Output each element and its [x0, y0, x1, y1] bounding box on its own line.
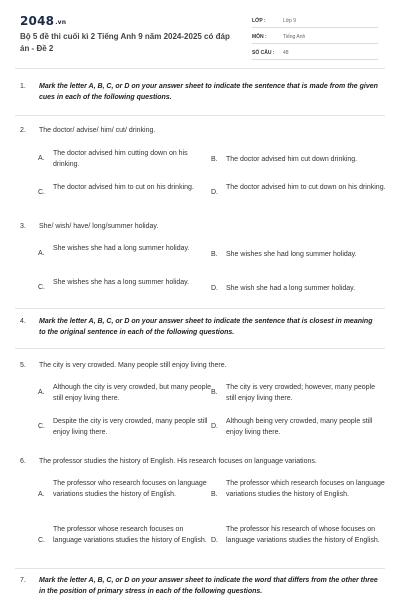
meta-key: SỐ CÂU :: [252, 50, 275, 56]
divider: [15, 568, 385, 569]
logo-suffix: .vn: [55, 19, 67, 26]
option-letter: D.: [211, 537, 218, 544]
question-text: The professor studies the history of English. His research focuses on language variations.: [39, 458, 317, 465]
meta-value: Tiếng Anh: [283, 34, 306, 40]
option-text: The doctor advised him to cut down on his drinking.: [226, 184, 386, 191]
divider: [15, 348, 385, 349]
item-number: 2.: [20, 127, 26, 134]
question-text: The doctor/ advise/ him/ cut/ drinking.: [39, 127, 156, 134]
option-letter: D.: [211, 423, 218, 430]
option-text: The doctor advised him cut down drinking.: [226, 156, 358, 163]
item-number: 5.: [20, 362, 26, 369]
option-letter: B.: [211, 491, 218, 498]
option-text: She wishes she had long summer holiday.: [226, 251, 357, 258]
option-letter: B.: [211, 156, 218, 163]
page-header: [0, 0, 400, 66]
document-title: Bộ 5 đề thi cuối kì 2 Tiếng Anh 9 năm 2024-2025 có đáp án - Đề 2: [20, 32, 230, 53]
option-letter: A.: [38, 155, 45, 162]
instruction-text: Mark the letter A, B, C, or D on your answer sheet to indicate the sentence that is made from the given cues in each of the following questions.: [39, 83, 378, 101]
option-text: The city is very crowded; however, many people still enjoy living there.: [226, 384, 376, 402]
option-letter: A.: [38, 250, 45, 257]
question-text: The city is very crowded. Many people still enjoy living there.: [39, 362, 227, 369]
option-text: The doctor advised him to cut on his drinking.: [53, 184, 194, 191]
divider: [15, 308, 385, 309]
meta-subject-row: [252, 30, 378, 44]
option-text: She wishes she has a long summer holiday.: [53, 279, 190, 286]
instruction-text: Mark the letter A, B, C, or D on your answer sheet to indicate the sentence that is closest in meaning to the original sentence in each of the following questions.: [39, 318, 373, 336]
option-text: Although being very crowded, many people still enjoy living there.: [226, 418, 373, 436]
option-letter: B.: [211, 389, 218, 396]
option-letter: D.: [211, 189, 218, 196]
option-letter: C.: [38, 423, 45, 430]
option-letter: D.: [211, 285, 218, 292]
option-letter: A.: [38, 491, 45, 498]
option-text: The professor which research focuses on language variations studies the history of English.: [226, 480, 385, 498]
item-number: 7.: [20, 577, 26, 584]
item-number: 4.: [20, 318, 26, 325]
item-number: 3.: [20, 223, 26, 230]
option-text: The doctor advised him cutting down on his drinking.: [53, 150, 188, 168]
meta-value: Lớp 9: [283, 18, 297, 24]
question-text: She/ wish/ have/ long/summer holiday.: [39, 223, 159, 230]
site-logo[interactable]: [20, 14, 66, 28]
divider: [15, 115, 385, 116]
meta-count-row: [252, 46, 378, 60]
meta-key: MÔN :: [252, 34, 267, 40]
meta-value: 48: [283, 50, 289, 56]
divider: [15, 68, 385, 69]
option-text: The professor who research focuses on language variations studies the history of English.: [53, 480, 207, 498]
option-text: She wish she had a long summer holiday.: [226, 285, 356, 292]
instruction-text: Mark the letter A, B, C, or D on your answer sheet to indicate the word that differs from the other three in the position of primary stress in each of the following questions.: [39, 577, 378, 595]
option-text: The professor his research of whose focuses on language variations studies the history of English.: [226, 526, 380, 544]
option-text: Although the city is very crowded, but many people still enjoy living there.: [53, 384, 211, 402]
meta-class-row: [252, 14, 378, 28]
item-number: 1.: [20, 83, 26, 90]
option-letter: C.: [38, 537, 45, 544]
option-letter: A.: [38, 389, 45, 396]
option-letter: C.: [38, 189, 45, 196]
option-text: The professor whose research focuses on language variations studies the history of English.: [53, 526, 207, 544]
logo-text: 2048: [20, 14, 55, 28]
option-letter: C.: [38, 284, 45, 291]
option-letter: B.: [211, 251, 218, 258]
option-text: She wishes she had a long summer holiday.: [53, 245, 190, 252]
item-number: 6.: [20, 458, 26, 465]
option-text: Despite the city is very crowded, many people still enjoy living there.: [53, 418, 208, 436]
meta-key: LỚP :: [252, 18, 266, 24]
